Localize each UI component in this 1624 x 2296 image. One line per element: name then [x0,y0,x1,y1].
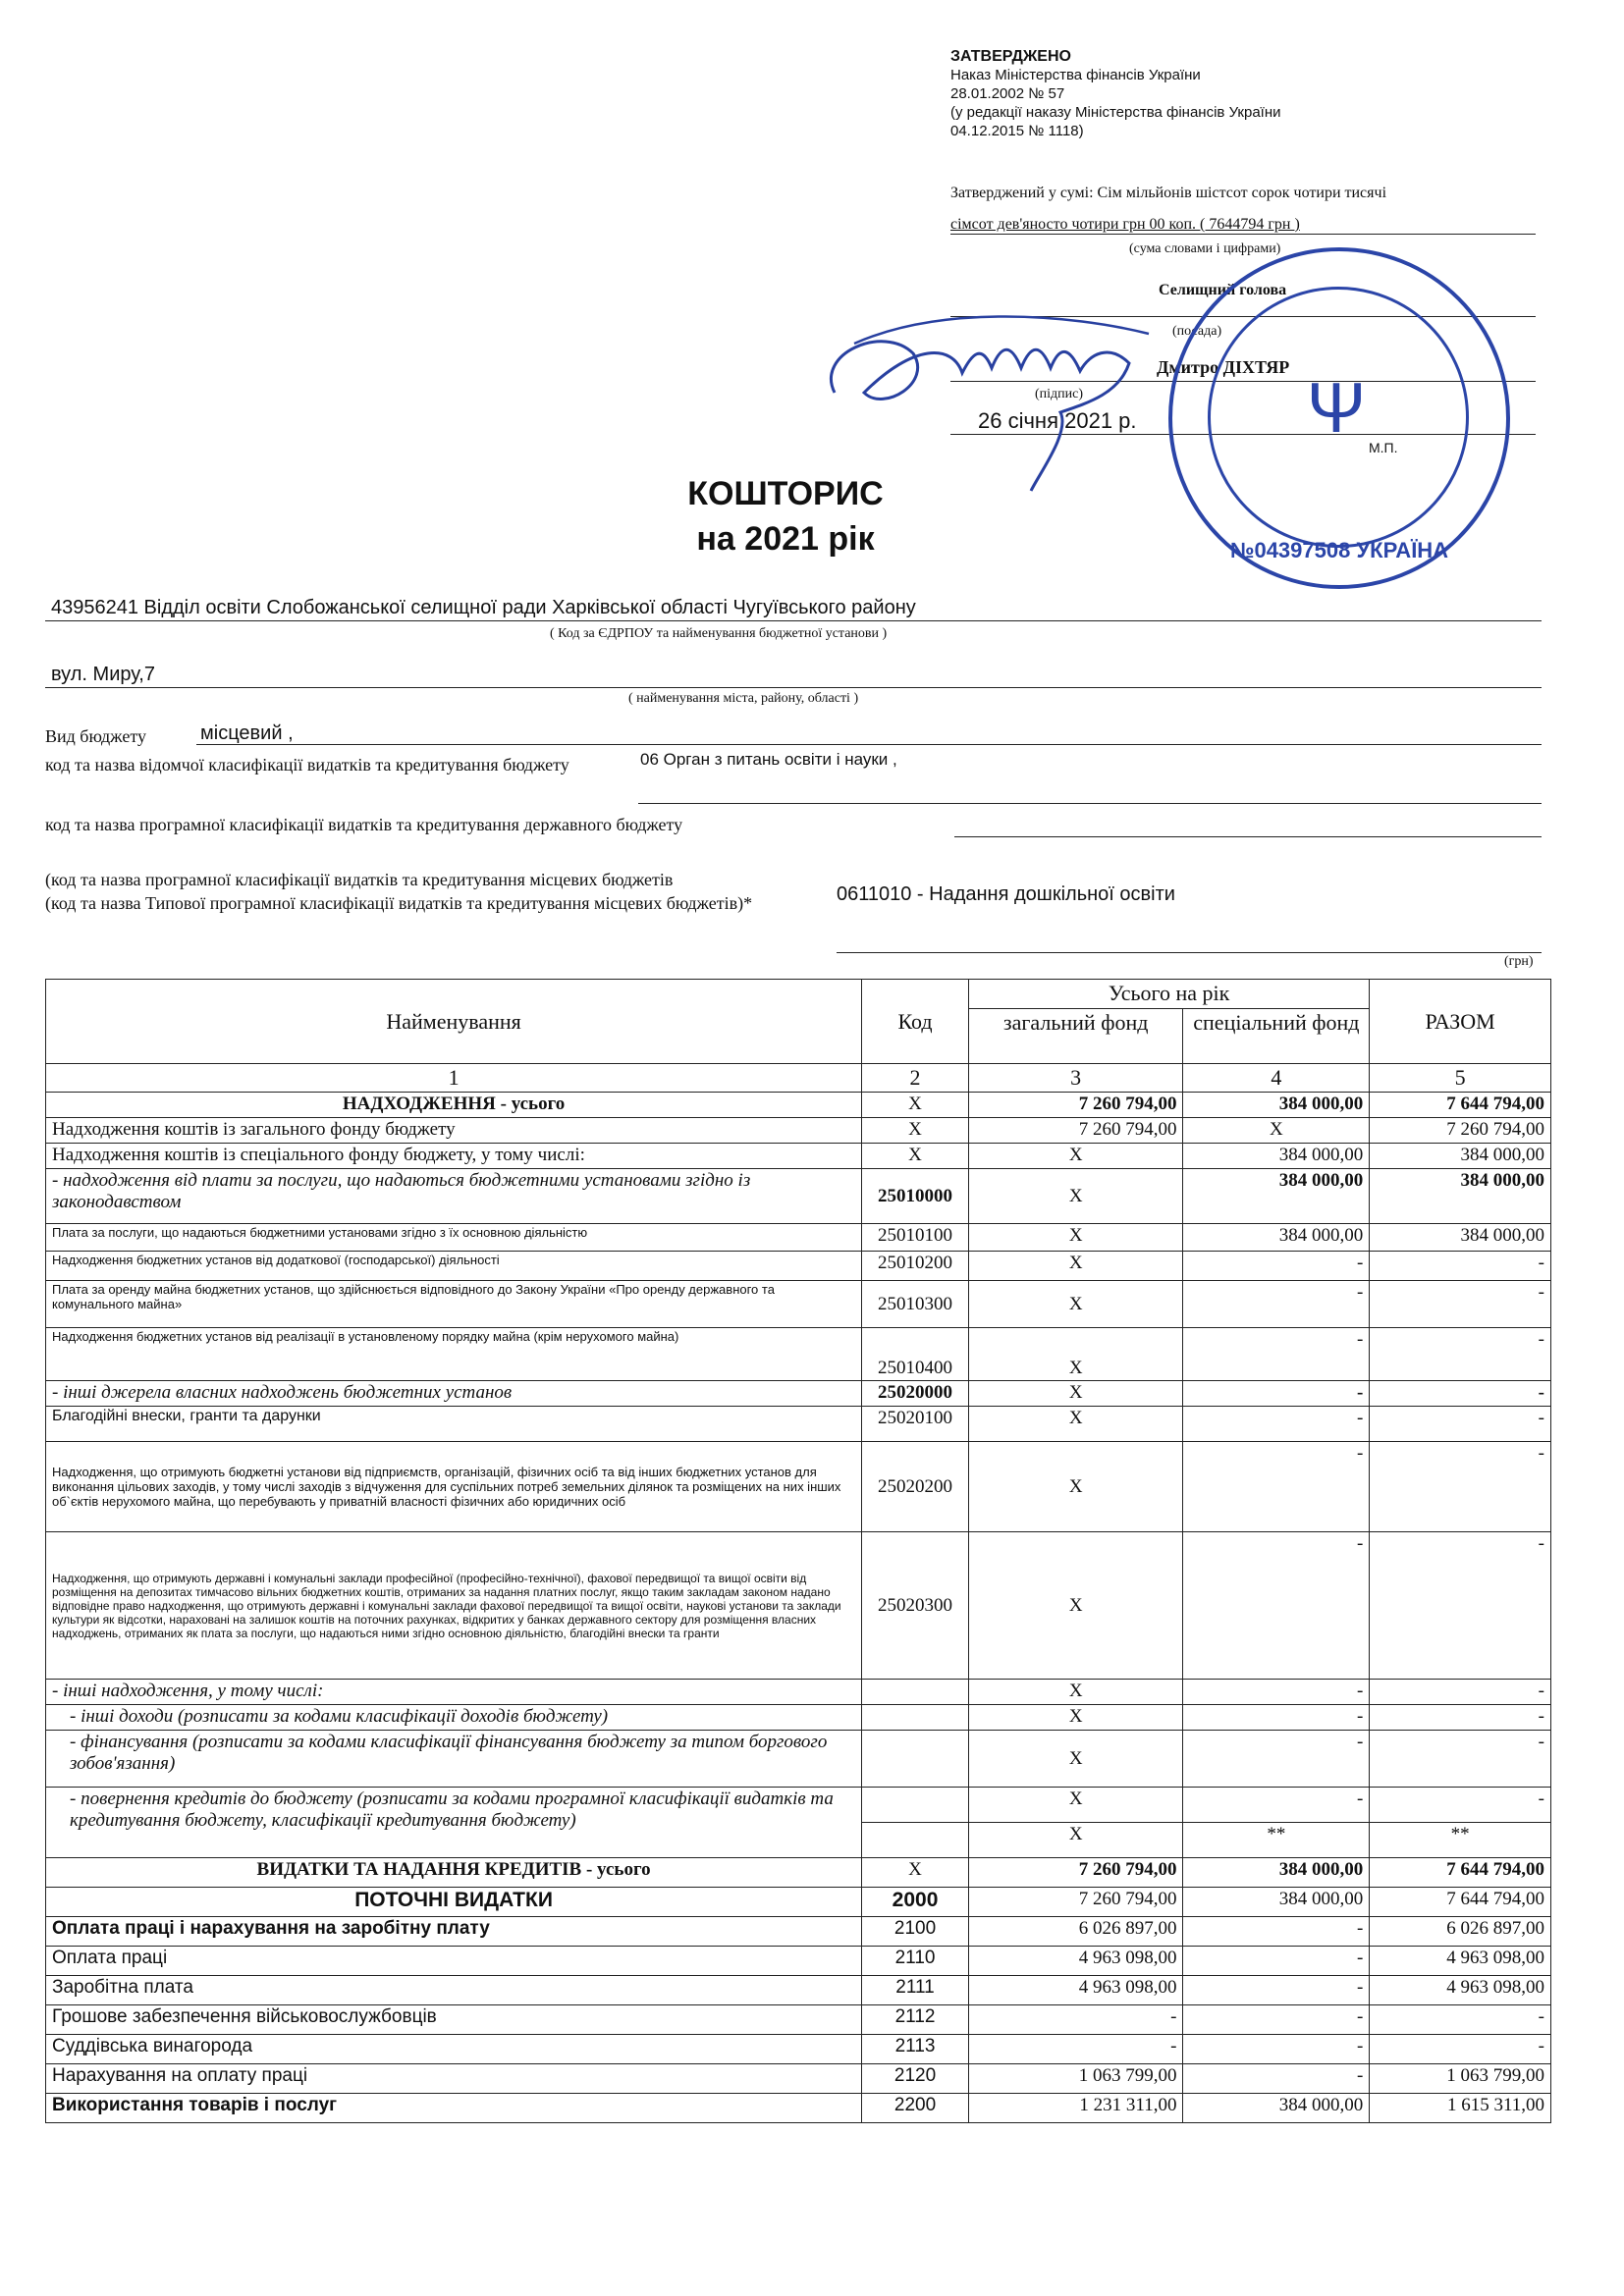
table-row-name: Плата за послуги, що надаються бюджетними установами згідно з їх основною діяльністю [46,1224,862,1252]
table-row-special: ** [1183,1823,1370,1858]
table-row-special: - [1183,1731,1370,1788]
approval-edition: (у редакції наказу Міністерства фінансів України [950,104,1281,121]
table-row-code: 2112 [862,2005,969,2035]
budget-type-label: Вид бюджету [45,726,146,746]
table-row-special: 384 000,00 [1183,1224,1370,1252]
table-row-general: Х [968,1144,1183,1169]
table-row-name: - інші джерела власних надходжень бюджетних установ [46,1381,862,1407]
table-row-general: Х [968,1731,1183,1788]
approval-order-date: 28.01.2002 № 57 [950,85,1065,102]
currency-unit: (грн) [1504,954,1534,969]
table-row-name: Нарахування на оплату праці [46,2064,862,2094]
table-row-code: 25020300 [862,1532,969,1680]
title-line2: на 2021 рік [696,520,875,558]
state-program-label: код та назва програмної класифікації видатків та кредитування державного бюджету [45,815,683,834]
table-row-total: - [1370,1788,1551,1823]
table-row-general: 1 063 799,00 [968,2064,1183,2094]
table-row-total: - [1370,1252,1551,1281]
table-row-code: 2000 [862,1888,969,1917]
sum-caption: (сума словами і цифрами) [1129,241,1281,256]
col-general-header: загальний фонд [968,1009,1183,1064]
table-row-code [862,1731,969,1788]
table-row-code: 25010300 [862,1281,969,1328]
table-row-special: - [1183,2064,1370,2094]
table-row-code: 2120 [862,2064,969,2094]
table-row-code [862,1788,969,1823]
table-row-name: Заробітна плата [46,1976,862,2005]
col-num-2: 2 [862,1064,969,1093]
table-row-code [862,1823,969,1858]
table-row-special: - [1183,1328,1370,1381]
dept-classification-value: 06 Орган з питань освіти і науки , [640,750,897,769]
table-row-general: Х [968,1705,1183,1731]
table-row-general: - [968,2035,1183,2064]
table-row-general: Х [968,1169,1183,1224]
table-row-name: - надходження від плати за послуги, що надаються бюджетними установами згідно із законодавством [46,1169,862,1224]
table-row-total: 384 000,00 [1370,1224,1551,1252]
table-row-general: Х [968,1252,1183,1281]
dept-classification-label: код та назва відомчої класифікації видатків та кредитування бюджету [45,755,569,774]
table-row-total: - [1370,1680,1551,1705]
table-row-total: 4 963 098,00 [1370,1947,1551,1976]
col-num-1: 1 [46,1064,862,1093]
signature-caption: (підпис) [1035,387,1084,401]
table-row-special: 384 000,00 [1183,1144,1370,1169]
table-row-total: - [1370,1328,1551,1381]
table-row-code: 2100 [862,1917,969,1947]
table-row-special: - [1183,2035,1370,2064]
local-program-label-2: (код та назва Типової програмної класифікації видатків та кредитування місцевих бюджетів)* [45,893,753,913]
table-row-general: - [968,2005,1183,2035]
table-row-special: - [1183,1281,1370,1328]
table-row-code: 25010200 [862,1252,969,1281]
title-line1: КОШТОРИС [687,475,884,512]
col-num-4: 4 [1183,1064,1370,1093]
table-row-general: Х [968,1442,1183,1532]
table-row-special: - [1183,1407,1370,1442]
table-row-code: Х [862,1093,969,1118]
table-row-total: - [1370,1442,1551,1532]
table-row-special: - [1183,1442,1370,1532]
table-row-name: Надходження, що отримують державні і комунальні заклади професійної (професійно-технічної), фахової передвищої та вищої освіти від розміщення на депозитах тимчасово вільних бюджетних коштів, отриманих за надання платних послуг, якщо таким закладам законом надано відповідне право надходження, що отримують державні і комунальні заклади фахової передвищої та вищої освіти, наукові установи та заклади культури як відсотки, нараховані на залишок коштів на поточних рахунках, відкритих у банках державного сектору для розміщення власних надходжень, отриманих як плата за послуги, що надаються ними згідно основною діяльністю, благодійні внески та гранти [46,1532,862,1680]
table-row-general: Х [968,1224,1183,1252]
table-row-code: 2200 [862,2094,969,2123]
local-program-label [45,868,831,915]
head-name: Дмитро ДІХТЯР [1157,357,1290,377]
table-row-name: Плата за оренду майна бюджетних установ, що здійснюється відповідного до Закону України «Про оренду державного та комунального майна» [46,1281,862,1328]
table-row-name: Надходження коштів із загального фонду бюджету [46,1118,862,1144]
table-row-general: Х [968,1381,1183,1407]
approval-edition-date: 04.12.2015 № 1118) [950,123,1084,139]
table-row-special: - [1183,1532,1370,1680]
table-row-name: Надходження коштів із спеціального фонду бюджету, у тому числі: [46,1144,862,1169]
table-row-general: Х [968,1407,1183,1442]
approval-title: ЗАТВЕРДЖЕНО [950,48,1071,65]
table-row-special: - [1183,2005,1370,2035]
approved-sum-label: Затверджений у сумі: Сім мільйонів шістсот сорок чотири тисячі [950,185,1387,201]
table-row-total: 7 644 794,00 [1370,1093,1551,1118]
table-row-special: - [1183,1917,1370,1947]
table-row-name: Використання товарів і послуг [46,2094,862,2123]
table-row-general: Х [968,1281,1183,1328]
table-row-name: - інші надходження, у тому числі: [46,1680,862,1705]
table-row-special: - [1183,1705,1370,1731]
table-row-name: - фінансування (розписати за кодами класифікації фінансування бюджету за типом боргового зобов'язання) [46,1731,862,1788]
table-row-general: 6 026 897,00 [968,1917,1183,1947]
table-row-code [862,1680,969,1705]
table-row-special: - [1183,1788,1370,1823]
local-program-value: 0611010 - Надання дошкільної освіти [837,883,1175,905]
table-row-general: Х [968,1532,1183,1680]
institution-caption: ( Код за ЄДРПОУ та найменування бюджетної установи ) [550,626,888,641]
table-row-name: Надходження бюджетних установ від реалізації в установленому порядку майна (крім нерухомого майна) [46,1328,862,1381]
table-row-special: - [1183,1947,1370,1976]
signature [795,285,1178,501]
table-row-total: - [1370,1705,1551,1731]
approval-block [950,47,1579,140]
table-row-code [862,1705,969,1731]
table-row-code: 25020000 [862,1381,969,1407]
table-row-general: Х [968,1680,1183,1705]
table-row-total: 6 026 897,00 [1370,1917,1551,1947]
table-row-special: - [1183,1252,1370,1281]
address: вул. Миру,7 [51,664,155,685]
address-caption: ( найменування міста, району, області ) [628,691,859,706]
col-num-5: 5 [1370,1064,1551,1093]
table-row-total: ** [1370,1823,1551,1858]
table-row-code: 25020200 [862,1442,969,1532]
document-title [628,471,943,561]
col-sum-header: РАЗОМ [1370,980,1551,1064]
table-row-special: Х [1183,1118,1370,1144]
table-row-code: 25010100 [862,1224,969,1252]
table-row-total: - [1370,1407,1551,1442]
table-row-general: Х [968,1328,1183,1381]
table-row-total: 7 644 794,00 [1370,1858,1551,1888]
official-stamp [1168,247,1510,589]
position-caption: (посада) [1172,324,1222,339]
table-row-total: - [1370,2035,1551,2064]
table-row-special: 384 000,00 [1183,1093,1370,1118]
table-row-special: 384 000,00 [1183,1888,1370,1917]
table-row-special: 384 000,00 [1183,1169,1370,1224]
table-row-total: 1 615 311,00 [1370,2094,1551,2123]
table-row-name: ПОТОЧНІ ВИДАТКИ [46,1888,862,1917]
table-row-name: Надходження, що отримують бюджетні установи від підприємств, організацій, фізичних осіб та від інших бюджетних установ для виконання цільових заходів, у тому числі заходів з відчуження для суспільних потреб земельних ділянок та розміщених на них інших об`єктів нерухомого майна, що перебувають у приватній власності фізичних або юридичних осіб [46,1442,862,1532]
table-row-code: 25010400 [862,1328,969,1381]
table-row-code: 2111 [862,1976,969,2005]
table-row-total: - [1370,1731,1551,1788]
table-row-name: Оплата праці [46,1947,862,1976]
table-row-code: 25010000 [862,1169,969,1224]
table-row-name: ВИДАТКИ ТА НАДАННЯ КРЕДИТІВ - усього [46,1858,862,1888]
table-row-code: Х [862,1858,969,1888]
table-row-total: - [1370,2005,1551,2035]
stamp-caption: М.П. [1369,440,1398,455]
table-row-total: - [1370,1532,1551,1680]
table-row-name: НАДХОДЖЕННЯ - усього [46,1093,862,1118]
col-num-3: 3 [968,1064,1183,1093]
local-program-label-1: (код та назва програмної класифікації видатків та кредитування місцевих бюджетів [45,870,674,889]
table-row-name: Суддівська винагорода [46,2035,862,2064]
table-row-general: 7 260 794,00 [968,1888,1183,1917]
table-row-name: - повернення кредитів до бюджету (розписати за кодами програмної класифікації видатків та кредитування бюджету, класифікації кредитування бюджету) [46,1788,862,1858]
table-row-general: 1 231 311,00 [968,2094,1183,2123]
table-row-name: Грошове забезпечення військовослужбовців [46,2005,862,2035]
col-special-header: спеціальний фонд [1183,1009,1370,1064]
table-row-general: 4 963 098,00 [968,1947,1183,1976]
table-row-total: 7 260 794,00 [1370,1118,1551,1144]
table-row-code: 2113 [862,2035,969,2064]
table-row-name: - інші доходи (розписати за кодами класифікації доходів бюджету) [46,1705,862,1731]
table-row-total: - [1370,1281,1551,1328]
table-row-name: Надходження бюджетних установ від додаткової (господарської) діяльності [46,1252,862,1281]
table-row-general: Х [968,1788,1183,1823]
col-code-header: Код [862,980,969,1064]
table-row-general: 4 963 098,00 [968,1976,1183,2005]
table-row-general: Х [968,1823,1183,1858]
table-row-code: Х [862,1144,969,1169]
col-name-header: Найменування [46,980,862,1064]
table-row-total: 384 000,00 [1370,1169,1551,1224]
table-row-name: Благодійні внески, гранти та дарунки [46,1407,862,1442]
table-row-total: - [1370,1381,1551,1407]
table-row-total: 1 063 799,00 [1370,2064,1551,2094]
institution-name: 43956241 Відділ освіти Слобожанської селищної ради Харківської області Чугуївського району [51,597,916,618]
table-row-general: 7 260 794,00 [968,1118,1183,1144]
stamp-text: №04397508 УКРАЇНА [1229,538,1449,562]
approval-order: Наказ Міністерства фінансів України [950,67,1201,83]
table-row-code: 2110 [862,1947,969,1976]
table-row-code: Х [862,1118,969,1144]
approval-date: 26 січня 2021 р. [978,408,1137,433]
table-row-code: 25020100 [862,1407,969,1442]
col-total-header: Усього на рік [968,980,1369,1009]
coat-of-arms-icon: Ψ [1306,369,1367,448]
table-row-general: 7 260 794,00 [968,1858,1183,1888]
table-row-total: 7 644 794,00 [1370,1888,1551,1917]
table-row-special: - [1183,1680,1370,1705]
table-row-special: - [1183,1976,1370,2005]
approved-sum-words: сімсот дев'яносто чотири грн 00 коп. ( 7644794 грн ) [950,216,1300,233]
table-row-total: 4 963 098,00 [1370,1976,1551,2005]
table-row-special: - [1183,1381,1370,1407]
budget-type-value: місцевий , [200,722,294,744]
table-row-total: 384 000,00 [1370,1144,1551,1169]
head-position: Селищний голова [1159,282,1287,298]
budget-table [45,979,1551,2123]
table-row-general: 7 260 794,00 [968,1093,1183,1118]
table-row-special: 384 000,00 [1183,1858,1370,1888]
table-row-special: 384 000,00 [1183,2094,1370,2123]
table-row-name: Оплата праці і нарахування на заробітну плату [46,1917,862,1947]
